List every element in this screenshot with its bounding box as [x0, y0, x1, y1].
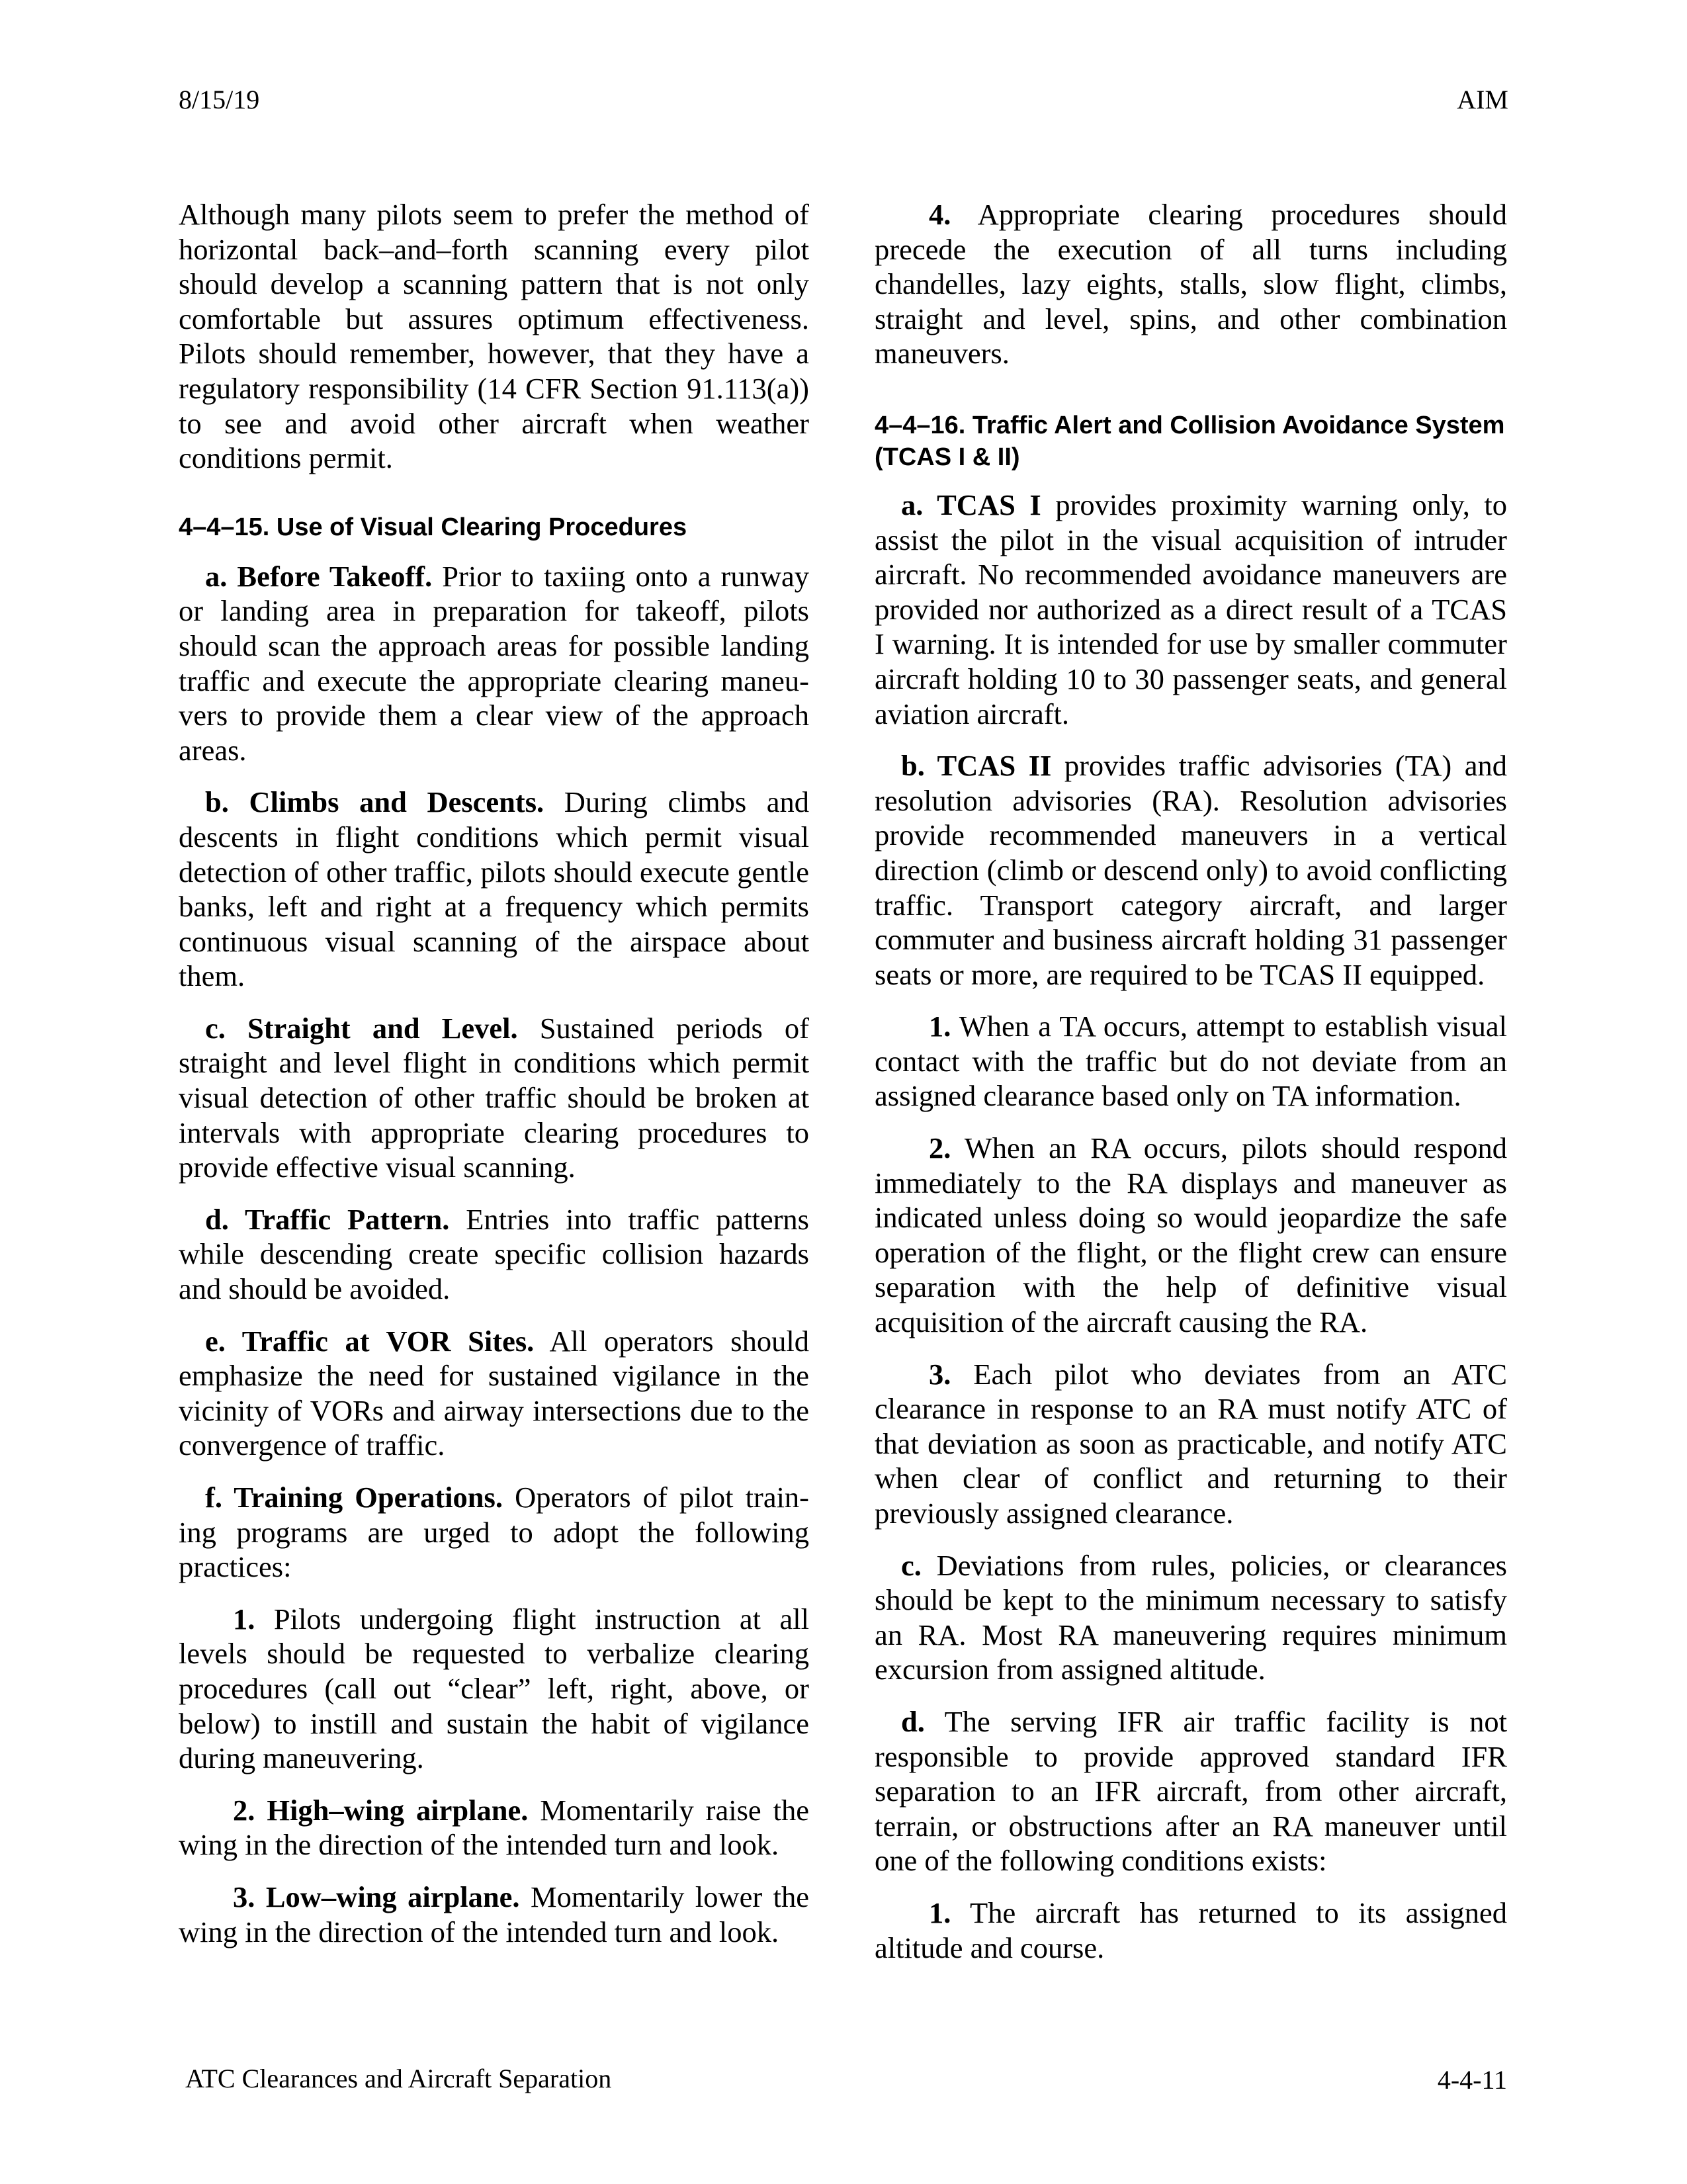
paragraph-text: The serving IFR air traffic facility is not responsible to provide approved standard IFR separation to an IFR aircraft, from other aircraft, terrain, or obstructions after an RA maneuver until one of the following conditions exists: — [875, 1704, 1507, 1878]
paragraph-text: Entries into traffic patterns while descending create specific collision hazards and should be avoided. — [179, 1202, 809, 1306]
paragraph-label: 4. — [929, 198, 951, 231]
paragraph-d-traffic-pattern — [179, 1202, 809, 1307]
paragraph-text: Pilots undergoing flight instruction at all levels should be requested to verbalize clearing procedures (call out “clear” left, right, above, or below) to instill and sustain the habit of vigilance during maneuvering. — [179, 1602, 809, 1775]
subparagraph-1-returned-altitude — [875, 1896, 1507, 1965]
section-heading-4-4-15: 4–4–15. Use of Visual Clearing Procedures — [179, 513, 687, 541]
subparagraph-2-ra-occurs — [875, 1131, 1507, 1340]
paragraph-e-vor-sites — [179, 1324, 809, 1463]
subparagraph-3-notify-atc — [875, 1357, 1507, 1531]
subparagraph-1-verbalize — [179, 1602, 809, 1776]
intro-paragraph: Although many pilots seem to prefer the method of horizontal back–and–forth scanning every pilot should develop a scanning pattern that is not only comfortable but assures optimum effectiveness. Pilots should remember, however, that they have a regulatory responsibility (14 CFR Section 91.113(a)) to see and avoid other aircraft when weather conditions permit. — [179, 198, 809, 475]
paragraph-label: b. Climbs and Descents. — [205, 785, 544, 819]
paragraph-a-before-takeoff — [179, 559, 809, 768]
paragraph-label: d. — [901, 1704, 925, 1738]
paragraph-c-deviations — [875, 1548, 1507, 1687]
paragraph-label: 3. Low–wing airplane. — [233, 1880, 520, 1913]
paragraph-label: c. Straight and Level. — [205, 1011, 518, 1045]
paragraph-text: During climbs and descents in flight conditions which permit visual detection of other traffic, pilots should execute gentle banks, left and right at a frequency which permits continuous visual scanning of the airspace about them. — [179, 785, 810, 993]
paragraph-text: provides traffic advisories (TA) and resolution advisories (RA). Resolution advisories provide recommended maneuvers in a vertical direction (climb or descend only) to avoid conflicting traffic. Transport category aircraft, and larger commuter and business aircraft holding 31 passenger seats or more, are required to be TCAS II equipped. — [875, 749, 1507, 991]
paragraph-text: The aircraft has returned to its assigned altitude and course. — [875, 1896, 1507, 1964]
paragraph-label: a. TCAS I — [901, 488, 1041, 521]
subparagraph-4-clearing — [875, 197, 1507, 371]
paragraph-text: When an RA occurs, pilots should respond immediately to the RA displays and maneuver as indicated unless doing so would jeopardize the safe operation of the flight, or the flight crew can ensure separation with the help of definitive visual acquisition of the aircraft causing the RA. — [875, 1131, 1507, 1339]
paragraph-label: 2. High–wing airplane. — [233, 1793, 529, 1827]
paragraph-text: When a TA occurs, attempt to establish visual contact with the traffic but do not deviate from an assigned clearance based only on TA information. — [875, 1010, 1507, 1113]
paragraph-text: Deviations from rules, policies, or clearances should be kept to the minimum necessary to satisfy an RA. Most RA maneuvering requires minimum excursion from assigned altitude. — [875, 1548, 1507, 1686]
paragraph-label: b. TCAS II — [901, 749, 1052, 783]
paragraph-text: Momentarily raise the wing in the direction of the intended turn and look. — [179, 1793, 809, 1862]
paragraph-b-climbs-descents — [179, 785, 809, 994]
paragraph-d-ifr-facility — [875, 1704, 1507, 1878]
paragraph-label: 2. — [929, 1131, 951, 1165]
paragraph-b-tcas-ii — [875, 748, 1507, 992]
left-column — [179, 197, 809, 1949]
subparagraph-2-high-wing — [179, 1793, 809, 1862]
footer-page-number: 4‑4‑11 — [1437, 2065, 1507, 2095]
paragraph-label: d. Traffic Pattern. — [205, 1202, 450, 1236]
paragraph-text: Appropriate clearing procedures should precede the execution of all turns including chandelles, lazy eights, stalls, slow flight, climbs, straight and level, spins, and other combination maneuvers. — [875, 198, 1507, 371]
paragraph-c-straight-level — [179, 1011, 809, 1185]
paragraph-label: e. Traffic at VOR Sites. — [205, 1324, 535, 1358]
subparagraph-1-ta-occurs — [875, 1009, 1507, 1114]
footer-chapter-title: ATC Clearances and Aircraft Separation — [185, 2064, 612, 2093]
paragraph-label: a. Before Takeoff. — [205, 559, 433, 593]
paragraph-text: Prior to taxiing onto a runway or landing area in preparation for takeoff, pilots should scan the approach areas for possible landing traffic and execute the appropriate clearing maneu-vers to provide them a clear view of the approach areas. — [179, 559, 809, 767]
paragraph-label: 1. — [233, 1602, 255, 1636]
header-publication: AIM — [1457, 85, 1508, 114]
paragraph-text: provides proximity warning only, to assist the pilot in the visual acquisition of intruder aircraft. No recommended avoidance maneuvers are provided nor authorized as a direct result of a TCAS I warning. It is intended for use by smaller commuter aircraft holding 10 to 30 passenger seats, and general aviation aircraft. — [875, 488, 1508, 730]
header-date: 8/15/19 — [179, 85, 260, 114]
paragraph-text: Momentarily lower the wing in the direction of the intended turn and look. — [179, 1880, 809, 1948]
paragraph-label: 1. — [929, 1010, 951, 1043]
right-column — [875, 197, 1507, 1965]
paragraph-text: Sustained periods of straight and level flight in conditions which permit visual detection of other traffic should be broken at intervals with appropriate clearing procedures to provide effective visual scanning. — [179, 1011, 809, 1184]
paragraph-label: 1. — [929, 1896, 951, 1929]
subparagraph-3-low-wing — [179, 1880, 809, 1949]
paragraph-f-training-operations — [179, 1480, 809, 1585]
paragraph-text: Operators of pilot train-ing programs are urged to adopt the following practices: — [179, 1481, 810, 1584]
paragraph-text: Each pilot who deviates from an ATC clearance in response to an RA must notify ATC of that deviation as soon as practicable, and notify ATC when clear of conflict and returning to their previously assigned clearance. — [875, 1357, 1507, 1530]
paragraph-text: All operators should emphasize the need for sustained vigilance in the vicinity of VORs and airway intersections due to the convergence of traffic. — [179, 1324, 809, 1462]
section-heading-4-4-16: 4–4–16. Traffic Alert and Collision Avoidance System (TCAS I & II) — [875, 411, 1505, 471]
paragraph-a-tcas-i — [875, 488, 1507, 731]
paragraph-label: f. Training Operations. — [205, 1481, 503, 1514]
paragraph-label: 3. — [929, 1357, 951, 1391]
paragraph-label: c. — [901, 1548, 922, 1582]
